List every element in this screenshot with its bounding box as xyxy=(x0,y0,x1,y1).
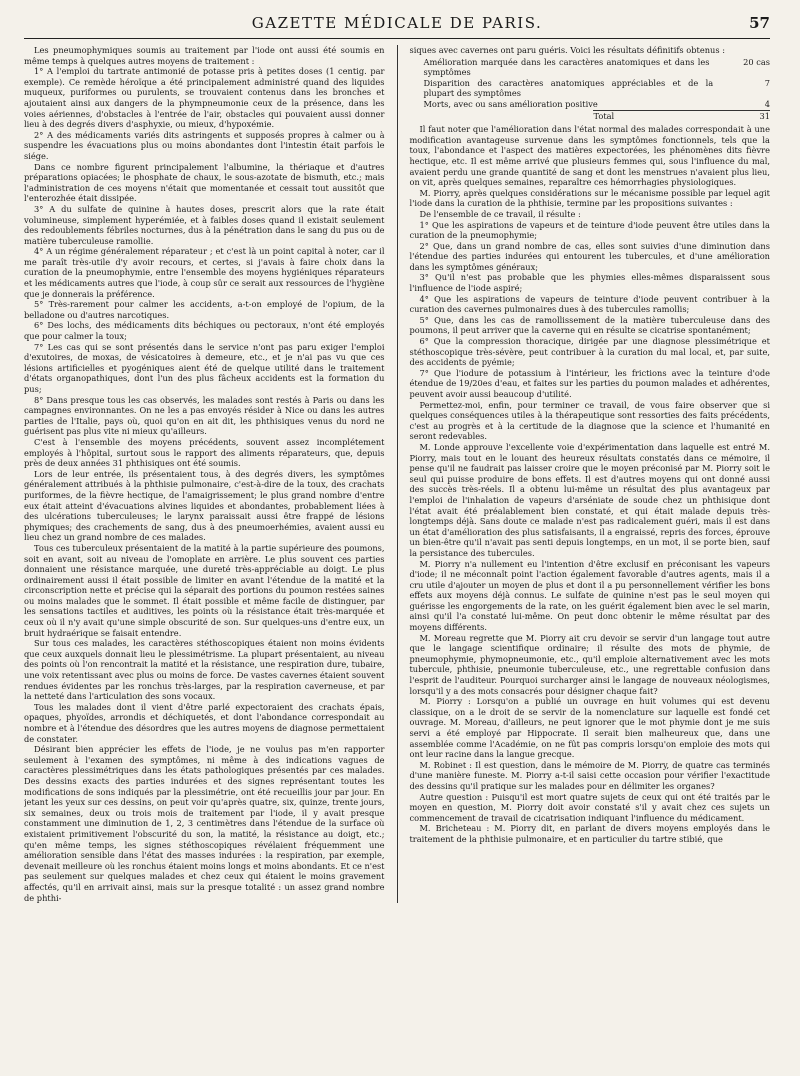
results-value: 4 xyxy=(764,98,770,109)
left-column xyxy=(24,45,385,903)
total-value: 31 xyxy=(759,110,770,121)
paragraph: 5° Que, dans les cas de ramollissement de la matière tuberculeuse dans des poumons, il peut arriver que la caverne qui en résulte se cicatrise spontanément; xyxy=(409,314,770,336)
paragraph: Tous les malades dont il vient d'être parlé expectoraient des crachats épais, opaques, phyoïdes, arrondis et déchiquetés, et dont l'abondance correspondait au nombre et à l'étendue des désordres que les autres moyens de diagnose permettaient de constater. xyxy=(24,701,385,744)
paragraph: De l'ensemble de ce travail, il résulte : xyxy=(419,208,581,219)
paragraph: 8° Dans presque tous les cas observés, les malades sont restés à Paris ou dans les campagnes environnantes. On ne les a pas envoyés résider à Nice ou dans les autres parties de l'Italie, pays où, quoi qu'on en ait dit, les phthisiques venus du nord ne guérisent pas plus vite ni mieux qu'ailleurs. xyxy=(24,394,385,437)
paragraph: M. Londe approuve l'excellente voie d'expérimentation dans laquelle est entré M. Piorry, mais tout en le louant des heureux résultats constatés dans ce mémoire, il pense qu'il ne faudrait pas laisser croire que le moyen préconisé par M. Piorry soit le seul qui puisse produire de bons effets. Il est d'autres moyens qui ont donné aussi des succès très-réels. Il a obtenu lui-même un résultat des plus avantageux par l'emploi de l'inhalation de vapeurs d'arséniate de soude chez un phthisique dont l'état avait été préalablement bien constaté, et qui était malade depuis très-longtemps déjà. Sans doute ce malade n'est pas radicalement guéri, mais il est dans un état d'amélioration des plus satisfaisants, il a engraissé, repris des forces, éprouve un bien-être qu'il n'avait pas senti depuis longtemps, en un mot, il se porte bien, sauf la persistance des tubercules. xyxy=(409,441,770,558)
paragraph: M. Bricheteau : M. Piorry dit, en parlant de divers moyens employés dans le traitement de la phthisie pulmonaire, et en particulier du tartre stibié, que xyxy=(409,823,770,844)
paragraph: M. Piorry : Lorsqu'on a publié un ouvrage en huit volumes qui est devenu classique, on a le droit de se servir de la nomenclature sur laquelle est fondé cet ouvrage. M. Moreau, d'ailleurs, ne peut ignorer que le mot phymie dont je me suis servi a été employé par Hippocrate. Il serait bien malheureux que, dans une assemblée comme l'Académie, on ne fût pas compris lorsqu'on emploie des mots qui ont leur racine dans la langue grecque. xyxy=(409,696,770,760)
total-label: Total xyxy=(593,110,615,121)
page-header xyxy=(24,12,770,39)
paragraph: Tous ces tuberculeux présentaient de la matité à la partie supérieure des poumons, soit en avant, soit au niveau de l'omoplate en arrière. Le plus souvent ces parties donnaient une résistance marquée, une dureté très-appréciable au doigt. Le plus ordinairement aussi il était possible de limiter en avant l'étendue de la matité et la circonscription nette et précise qui la séparait des portions du poumon restées saines ou moins malades que le sommet. Il était possible et même facile de distinguer, par les sensations tactiles et auditives, les points où la résistance était très-marquée et ceux où il n'y avait qu'une simple obscurité de son. Sur quelques-uns d'entre eux, un bruit hydraérique se faisait entendre. xyxy=(24,542,385,638)
results-label: Amélioration marquée dans les caractères anatomiques et dans les symptômes xyxy=(423,56,710,78)
results-row xyxy=(423,57,770,78)
paragraph: Permettez-moi, enfin, pour terminer ce travail, de vous faire observer que si quelques conséquences utiles à la thérapeutique sont ressorties des faits précédents, c'est au progrès et à la certitude de la diagnose que la science et l'humanité en seront redevables. xyxy=(409,399,770,442)
paragraph: 1° A l'emploi du tartrate antimonié de potasse pris à petites doses (1 centig. par exemple). Ce remède héroïque a été principalement administré quand des liquides muqueux, puriformes ou purulents, se trouvaient contenus dans les bronches et ajoutaient ainsi aux dangers de la phympneumonie ceux de la présence, dans les voies aériennes, d'obstacles à l'entrée de l'air, obstacles qui pouvaient aussi donner lieu à des degrés divers d'asphyxie, ou mieux, d'hypoxémie. xyxy=(24,66,385,130)
paragraph: 2° Que, dans un grand nombre de cas, elles sont suivies d'une diminution dans l'étendue des parties indurées qui entourent les tubercules, et d'une amélioration dans les symptômes généraux; xyxy=(409,240,770,272)
paragraph: Les pneumophymiques soumis au traitement par l'iode ont aussi été soumis en même temps à quelques autres moyens de traitement : xyxy=(24,45,385,66)
paragraph: 4° Que les aspirations de vapeurs de teinture d'iode peuvent contribuer à la curation des cavernes pulmonaires dues à des tubercules ramollis; xyxy=(409,293,770,315)
paragraph: 3° A du sulfate de quinine à hautes doses, prescrit alors que la rate était volumineuse, simplement hyperémiée, et à faibles doses quand il existait seulement des redoublements fébriles nocturnes, dus à la pénétration dans le sang du pus ou de matière tuberculeuse ramollie. xyxy=(24,203,385,246)
right-column xyxy=(409,45,770,903)
results-intro: siques avec cavernes ont paru guéris. Voici les résultats définitifs obtenus : xyxy=(409,45,725,55)
paragraph: 4° A un régime généralement réparateur ; et c'est là un point capital à noter, car il me paraît très-utile d'y avoir recours, et certes, si j'avais à faire choix dans la curation de la pneumophymie, entre l'ensemble des moyens hygiéniques réparateurs et les médicaments autres que l'iode, à coup sûr ce serait aux ressources de l'hygiène que je donnerais la préférence. xyxy=(24,246,385,299)
right-column-paragraphs xyxy=(409,124,770,844)
results-value: 7 xyxy=(764,77,770,88)
results-row xyxy=(423,99,770,110)
results-total-row xyxy=(593,110,770,122)
paragraph: 6° Que la compression thoracique, dirigée par une diagnose plessimétrique et stéthoscopique très-sévère, peut contribuer à la curation du mal local, et, par suite, des accidents de pyémie; xyxy=(409,336,770,368)
paragraph: Désirant bien apprécier les effets de l'iode, je ne voulus pas m'en rapporter seulement à l'examen des symptômes, ni même à des indications vagues de caractères plessimétriques dans les états pathologiques présentés par ces malades. Des dessins exacts des parties indurées et des signes représentant toutes les modifications de sons indiqués par la plessimétrie, ont été recueillis jour par jour. En jetant les yeux sur ces dessins, on peut voir qu'après quatre, six, quinze, trente jours, six semaines, deux ou trois mois de traitement par l'iode, il y avait presque constamment une diminution de 1, 2, 3 centimètres dans l'étendue de la surface où existaient primitivement l'obscurité du son, la matité, la résistance au doigt, etc.; qu'en même temps, les signes stéthoscopiques révélaient fréquemment une amélioration sensible dans l'état des masses indurées : la respiration, par exemple, devenait meilleure où les ronchus étaient moins longs et moins abondants. Et ce n'est pas seulement sur quelques malades et chez ceux qui étaient le moins gravement affectés, qu'il en arrivait ainsi, mais sur la presque totalité : un assez grand nombre de phthi- xyxy=(24,744,385,903)
paragraph: 2° A des médicaments variés dits astringents et supposés propres à calmer ou à suspendre les évacuations plus ou moins abondantes dont l'intestin était parfois le siége. xyxy=(24,129,385,161)
column-divider xyxy=(397,45,398,903)
paragraph: M. Piorry n'a nullement eu l'intention d'être exclusif en préconisant les vapeurs d'iode; il ne méconnaît point l'action également favorable d'autres agents, mais il a cru utile d'ajouter un moyen de plus et dont il a pu personnellement vérifier les bons effets aux moyens déjà connus. Le sulfate de quinine n'est pas le seul moyen qui guérisse les engorgements de la rate, on les guérit également bien avec le sel marin, ainsi qu'il l'a constaté lui-même. On peut donc obtenir le même résultat par des moyens différents. xyxy=(409,558,770,633)
paragraph: Sur tous ces malades, les caractères stéthoscopiques étaient non moins évidents que ceux auxquels donnait lieu le plessimétrisme. La plupart présentaient, au niveau des points où l'on rencontrait la matité et la résistance, une respiration dure, tubaire, une voix retentissant avec plus ou moins de force. De vastes cavernes étaient souvent rendues évidentes par les ronchus très-larges, par la respiration caverneuse, et par la netteté dans l'articulation des sons vocaux. xyxy=(24,638,385,702)
paragraph: 1° Que les aspirations de vapeurs et de teinture d'iode peuvent être utiles dans la curation de la pneumophymie; xyxy=(409,219,770,241)
paragraph: Dans ce nombre figurent principalement l'albumine, la thériaque et d'autres préparations opiacées; le phosphate de chaux, le sous-azotate de bismuth, etc.; mais l'administration de ces moyens n'était que momentanée et cessait tout aussitôt que l'enterozhée était dissipée. xyxy=(24,161,385,204)
results-table xyxy=(423,57,770,122)
paragraph: 3° Qu'il n'est pas probable que les phymies elles-mêmes disparaissent sous l'influence de l'iode aspiré; xyxy=(409,272,770,294)
journal-title: GAZETTE MÉDICALE DE PARIS. xyxy=(251,14,543,32)
paragraph: Autre question : Puisqu'il est mort quatre sujets de ceux qui ont été traités par le moyen en question, M. Piorry doit avoir constaté s'il y avait chez ces sujets un commencement de travail de cicatrisation indiquant l'influence du médicament. xyxy=(409,791,770,823)
paragraph: Il faut noter que l'amélioration dans l'état normal des malades correspondait à une modification avantageuse survenue dans les symptômes fonctionnels, tels que la toux, l'abondance et l'aspect des matières expectorées, les phénomènes dits fièvre hectique, etc. Il est même arrivé que plusieurs femmes qui, sous l'influence du mal, avaient perdu une grande quantité de sang et dont les menstrues n'avaient plus lieu, on vit, après quelques semaines, reparaître ces hémorrhagies physiologiques. xyxy=(409,124,770,188)
results-value: 20 cas xyxy=(743,56,770,67)
paragraph: M. Robinet : Il est question, dans le mémoire de M. Piorry, de quatre cas terminés d'une manière funeste. M. Piorry a-t-il saisi cette occasion pour vérifier l'exactitude des dessins qu'il pratique sur les malades pour en délimiter les organes? xyxy=(409,759,770,791)
results-label: Morts, avec ou sans amélioration positive xyxy=(423,98,598,109)
page-number: 57 xyxy=(749,14,770,32)
paragraph: M. Moreau regrette que M. Piorry ait cru devoir se servir d'un langage tout autre que le langage scientifique ordinaire; il résulte des mots de phymie, de pneumophymie, phymopneumonie, etc., qu'il emploie alternativement avec les mots tubercule, phthisie, pneumonie tuberculeuse, etc., une regrettable confusion dans l'esprit de l'auditeur. Pourquoi surcharger ainsi le langage de nouveaux néologismes, lorsqu'il y a des mots consacrés pour désigner chaque fait? xyxy=(409,632,770,696)
paragraph: 6° Des lochs, des médicaments dits béchiques ou pectoraux, n'ont été employés que pour calmer la toux; xyxy=(24,320,385,342)
paragraph: Lors de leur entrée, ils présentaient tous, à des degrés divers, les symptômes généralement attribués à la phthisie pulmonaire, c'est-à-dire de la toux, des crachats puriformes, de la fièvre hectique, de l'amaigrissement; le plus grand nombre d'entre eux était atteint d'évacuations alvines liquides et abondantes, probablement liées à des ulcérations tuberculeuses; le larynx paraissait aussi être frappé de lésions phymiques; des crachements de sang, dus à des pneumoerhémies, avaient aussi eu lieu chez un grand nombre de ces malades. xyxy=(24,468,385,543)
paragraph: M. Piorry, après quelques considérations sur le mécanisme possible par lequel agit l'iode dans la curation de la phthisie, termine par les propositions suivantes : xyxy=(409,187,770,209)
paragraph: 7° Les cas qui se sont présentés dans le service n'ont pas paru exiger l'emploi d'exutoires, de moxas, de vésicatoires à demeure, etc., et je n'ai pas vu que ces lésions artificielles et pyogéniques aient été de quelque utilité dans le traitement d'états organopathiques, dont l'un des plus fâcheux accidents est la formation du pus; xyxy=(24,341,385,394)
results-row xyxy=(423,78,770,99)
results-label: Disparition des caractères anatomiques appréciables et de la plupart des symptômes xyxy=(423,77,714,99)
paragraph: C'est à l'ensemble des moyens précédents, souvent assez incomplétement employés à l'hôpital, surtout sous le rapport des aliments réparateurs, que, depuis près de deux années 31 phthisiques ont été soumis. xyxy=(24,436,385,469)
paragraph: 7° Que l'iodure de potassium à l'intérieur, les frictions avec la teinture d'ode étendue de 19/20es d'eau, et faites sur les parties du poumon malades et adhérentes, peuvent avoir aussi beaucoup d'utilité. xyxy=(409,367,770,399)
paragraph: 5° Très-rarement pour calmer les accidents, a-t-on employé de l'opium, de la belladone ou d'autres narcotiques. xyxy=(24,299,385,320)
text-columns xyxy=(24,45,770,903)
